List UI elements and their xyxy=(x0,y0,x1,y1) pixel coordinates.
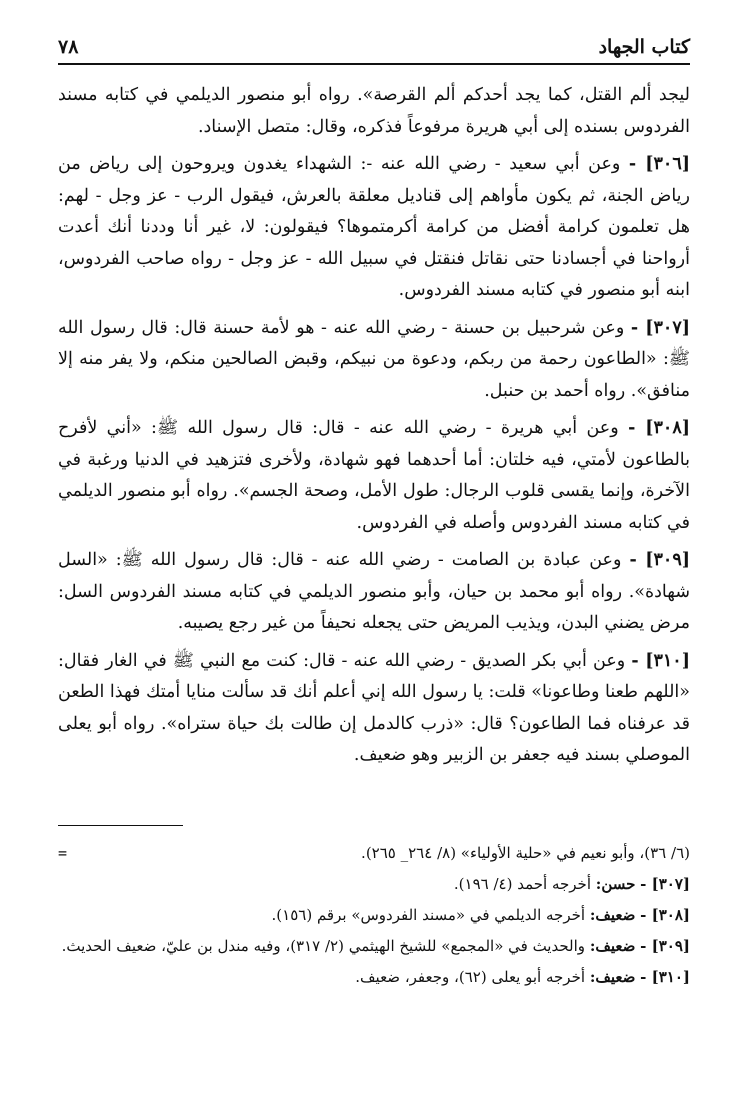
footnote-continuation-marker: = xyxy=(58,844,68,862)
hadith-number: [٣٠٨] - xyxy=(628,418,690,438)
footnote-rule xyxy=(58,825,183,826)
footnote-number: [٣١٠] - xyxy=(640,968,690,986)
hadith-310 xyxy=(58,646,690,772)
hadith-text: وعن أبي بكر الصديق - رضي الله عنه - قال: كنت مع النبي ﷺ في الغار فقال: «اللهم طعنا وطاعونا» قلت: يا رسول الله إني أعلم أنك قد سألت منايا أمتك فهذا الطعن قد عرفناه فما الطاعون؟ قال: «ذرب كالدمل إن طالت بك حياة ستراه». رواه أبو يعلى الموصلي بسند فيه جعفر بن الزبير وهو ضعيف. xyxy=(58,650,690,765)
footnote-number: [٣٠٨] - xyxy=(640,906,690,924)
hadith-text: وعن عبادة بن الصامت - رضي الله عنه - قال: قال رسول الله ﷺ: «السل شهادة». رواه أبو محمد بن حيان، وأبو منصور الديلمي في كتابه مسند الفردوس السل: مرض يضني البدن، ويذيب المريض حتى يجعله نحيفاً من غير رجع يصيبه. xyxy=(58,550,690,633)
footnote-grade: ضعيف: xyxy=(589,906,636,924)
footnote-309 xyxy=(58,933,690,960)
main-text xyxy=(58,80,690,778)
footnotes xyxy=(58,840,690,995)
footnote-text: والحديث في «المجمع» للشيخ الهيثمي (٢/ ٣١٧)، وفيه مندل بن عليّ، ضعيف الحديث. xyxy=(61,937,586,955)
footnote-number: [٣٠٧] - xyxy=(640,875,690,893)
footnote-grade: حسن: xyxy=(595,875,636,893)
hadith-text: وعن أبي سعيد - رضي الله عنه -: الشهداء يغدون ويروحون إلى رياض من رياض الجنة، ثم يكون مأواهم إلى قناديل معلقة بالعرش، فيقول الرب - عز وجل - لهم: هل تعلمون كرامة أفضل من كرامة أكرمتموها؟ فيقولون: لا، غير أنا وددنا أنك أعدت أرواحنا في أجسادنا حتى نقاتل فنقتل في سبيل الله - عز وجل - رواه صاحب الفردوس، ابنه أبو منصور في كتابه مسند الفردوس. xyxy=(58,154,690,300)
footnote-307 xyxy=(58,871,690,898)
hadith-text: وعن أبي هريرة - رضي الله عنه - قال: قال رسول الله ﷺ: «أني لأفرح بالطاعون لأمتي، فيه خلتان: أما أحدهما فهو شهادة، ولأخرى فتزهيد في الدنيا ورغبة في الآخرة، وإنما يقسى قلوب الرجال: طول الأمل، وصحة الجسم». رواه أبو منصور الديلمي في كتابه مسند الفردوس وأصله في الفردوس. xyxy=(58,418,690,533)
hadith-number: [٣١٠] - xyxy=(631,650,690,671)
hadith-309 xyxy=(58,545,690,640)
footnote-308 xyxy=(58,902,690,929)
page-header xyxy=(58,36,690,64)
hadith-text: وعن شرحبيل بن حسنة - رضي الله عنه - هو لأمة حسنة قال: قال رسول الله ﷺ: «الطاعون رحمة من ربكم، ودعوة من نبيكم، وقبض الصالحين منكم، ولا يفر منه إلا منافق». رواه أحمد بن حنبل. xyxy=(58,317,690,401)
footnote-grade: ضعيف: xyxy=(589,968,636,986)
footnote-text: أخرجه الديلمي في «مسند الفردوس» برقم (١٥٦). xyxy=(271,906,586,924)
hadith-307 xyxy=(58,313,690,408)
hadith-306 xyxy=(58,149,690,307)
footnote-grade: ضعيف: xyxy=(589,937,636,955)
footnote-number: [٣٠٩] - xyxy=(640,937,690,955)
chapter-title: كتاب الجهاد xyxy=(598,36,690,58)
footnote-text: أخرجه أبو يعلى (٦٢)، وجعفر، ضعيف. xyxy=(355,968,586,986)
hadith-number: [٣٠٩] - xyxy=(629,550,690,570)
paragraph-continuation: ليجد ألم القتل، كما يجد أحدكم ألم القرصة». رواه أبو منصور الديلمي في كتابه مسند الفردوس بسنده إلى أبي هريرة مرفوعاً فذكره، وقال: متصل الإسناد. xyxy=(58,85,690,137)
hadith-number: [٣٠٧] - xyxy=(630,317,690,338)
header-rule xyxy=(58,63,690,65)
footnote-text: أخرجه أحمد (٤/ ١٩٦). xyxy=(453,875,591,893)
page-number: ٧٨ xyxy=(58,36,79,58)
hadith-number: [٣٠٦] - xyxy=(628,154,690,174)
footnote-continuation: (٦/ ٣٦)، وأبو نعيم في «حلية الأولياء» (٨/ ٢٦٤_ ٢٦٥). xyxy=(361,844,690,862)
footnote-310 xyxy=(58,964,690,991)
hadith-308 xyxy=(58,413,690,539)
